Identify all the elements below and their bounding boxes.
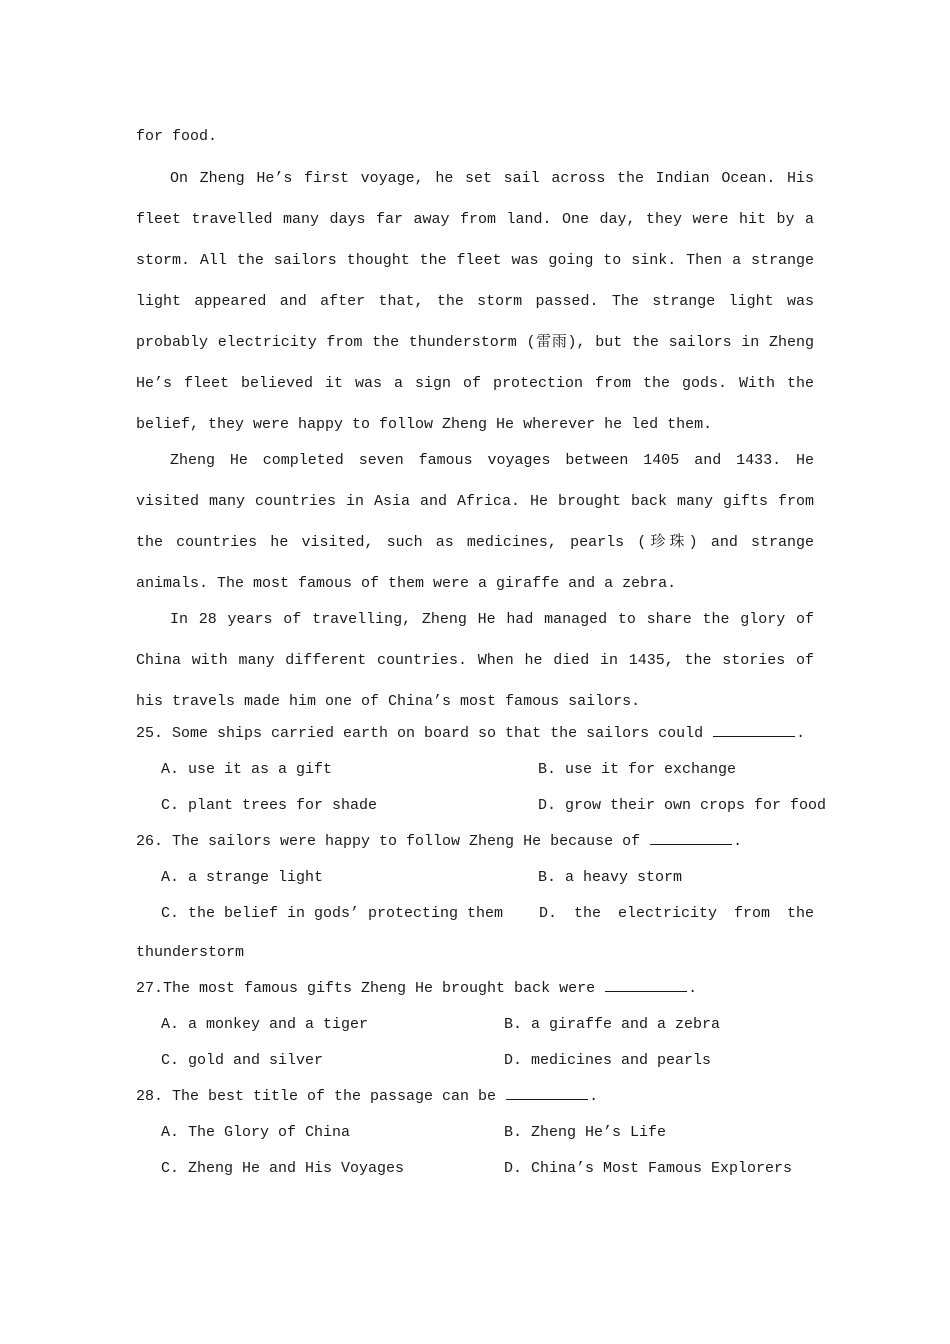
option-c[interactable]: C. Zheng He and His Voyages <box>161 1160 405 1177</box>
question-text: 27.The most famous gifts Zheng He brought back were <box>136 980 596 997</box>
option-b[interactable]: B. a giraffe and a zebra <box>504 1016 721 1033</box>
option-row-cd <box>136 896 814 932</box>
answer-blank <box>713 722 795 737</box>
option-c[interactable]: C. gold and silver <box>161 1052 324 1069</box>
question-text: 28. The best title of the passage can be <box>136 1088 497 1105</box>
question-end: . <box>733 833 743 850</box>
option-d[interactable]: D. medicines and pearls <box>504 1052 712 1069</box>
question-end: . <box>796 725 806 742</box>
question-28 <box>136 1079 814 1187</box>
option-d[interactable]: D. the electricity from the <box>538 905 814 922</box>
option-grid <box>136 1115 814 1187</box>
option-grid <box>136 1007 814 1079</box>
question-27 <box>136 971 814 1079</box>
question-25 <box>136 716 827 824</box>
option-a[interactable]: A. a monkey and a tiger <box>161 1016 369 1033</box>
option-a[interactable]: A. The Glory of China <box>161 1124 351 1141</box>
option-grid <box>136 860 814 896</box>
question-text: 25. Some ships carried earth on board so that the sailors could <box>136 725 704 742</box>
question-end: . <box>688 980 698 997</box>
option-d[interactable]: D. grow their own crops for food <box>538 797 827 814</box>
question-stem <box>136 824 814 860</box>
answer-blank <box>650 830 732 845</box>
passage-paragraph-glory: In 28 years of travelling, Zheng He had managed to share the glory of China with many different countries. When he died in 1435, the stories of his travels made him one of China’s most famous sailors. <box>136 611 814 710</box>
option-d[interactable]: D. China’s Most Famous Explorers <box>504 1160 793 1177</box>
passage-paragraph-voyage-storm: On Zheng He’s first voyage, he set sail across the Indian Ocean. His fleet travelled many days far away from land. One day, they were hit by a storm. All the sailors thought the fleet was going to sink. Then a strange light appeared and after that, the storm passed. The strange light was probably electricity from the thunderstorm (雷雨), but the sailors in Zheng He’s fleet believed it was a sign of protection from the gods. With the belief, they were happy to follow Zheng He wherever he led them. <box>136 170 814 433</box>
document-page <box>136 122 827 1187</box>
passage-paragraph-seven-voyages: Zheng He completed seven famous voyages between 1405 and 1433. He visited many countries in Asia and Africa. He brought back many gifts from the countries he visited, such as medicines, pearls (珍珠) and strange animals. The most famous of them were a giraffe and a zebra. <box>136 452 814 592</box>
option-d-continued: thunderstorm <box>136 944 245 961</box>
option-a[interactable]: A. a strange light <box>161 869 324 886</box>
option-b[interactable]: B. a heavy storm <box>538 869 683 886</box>
answer-blank <box>605 977 687 992</box>
question-26 <box>136 824 814 974</box>
question-end: . <box>589 1088 599 1105</box>
option-b[interactable]: B. Zheng He’s Life <box>504 1124 667 1141</box>
option-grid <box>136 752 827 824</box>
passage-paragraph-continued: for food. <box>136 128 218 145</box>
question-stem <box>136 1079 814 1115</box>
option-c[interactable]: C. the belief in gods’ protecting them <box>161 905 504 922</box>
question-text: 26. The sailors were happy to follow Zheng He because of <box>136 833 641 850</box>
question-stem <box>136 971 814 1007</box>
option-c[interactable]: C. plant trees for shade <box>161 797 378 814</box>
option-b[interactable]: B. use it for exchange <box>538 761 737 778</box>
option-a[interactable]: A. use it as a gift <box>161 761 333 778</box>
question-stem <box>136 716 814 752</box>
answer-blank <box>506 1085 588 1100</box>
